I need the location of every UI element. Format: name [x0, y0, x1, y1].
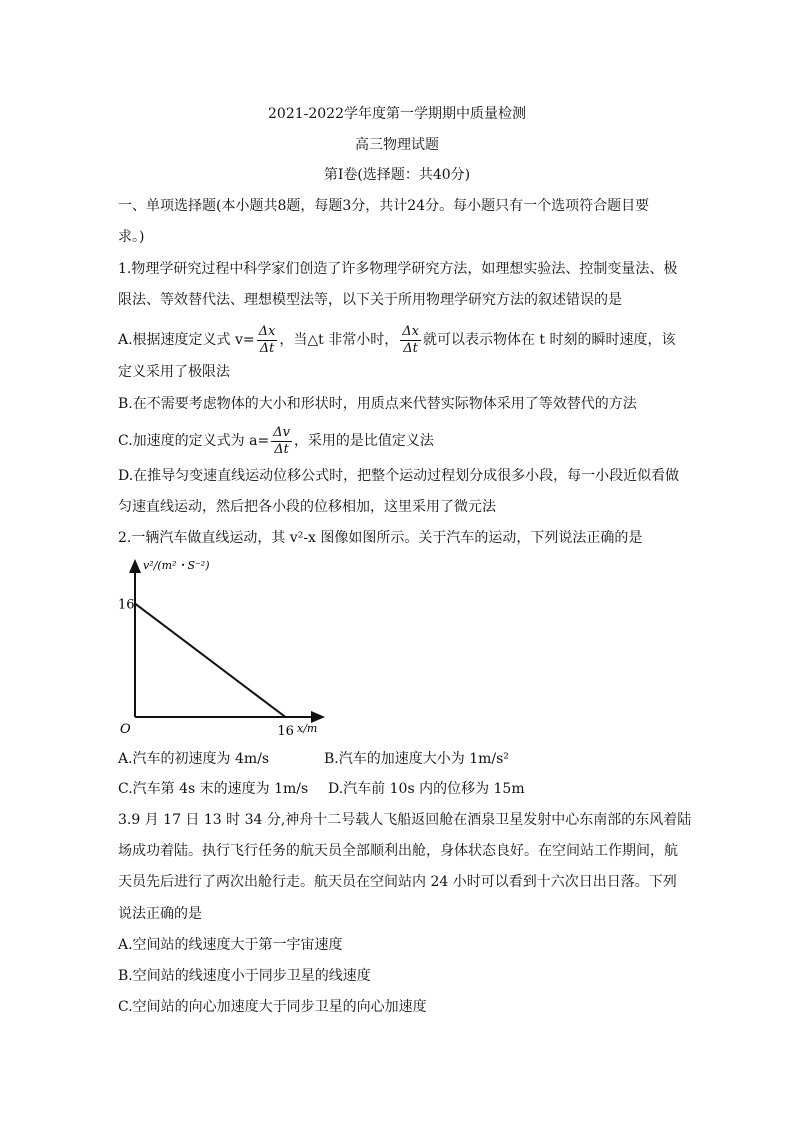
fraction-dx-dt: [257, 324, 278, 357]
q3-stem-line2: 场成功着陆。执行飞行任务的航天员全部顺利出舱，身体状态良好。在空间站工作期间，航: [118, 843, 678, 859]
q2-options-row1: [118, 749, 509, 769]
q3-stem-line4: 说法正确的是: [118, 906, 202, 922]
y-tick-label: 16: [118, 597, 135, 613]
q1-option-a-mid: ，当△t 非常小时，: [279, 332, 399, 348]
x-tick-label: 16: [277, 724, 294, 739]
q3-stem-line3: 天员先后进行了两次出舱行走。航天员在空间站内 24 小时可以看到十六次日出日落。下列: [118, 874, 677, 890]
v2-x-graph: [118, 555, 333, 740]
y-axis-label: v²/(m²・S⁻²): [143, 559, 210, 572]
section-instruction-line2: 求。): [118, 229, 145, 245]
exam-subtitle: 高三物理试题: [355, 137, 439, 153]
fraction-denominator: Δt: [274, 441, 289, 457]
q1-option-a-line2: 定义采用了极限法: [118, 364, 230, 380]
fraction-numerator: Δx: [402, 323, 419, 339]
fraction-denominator: Δt: [403, 340, 418, 356]
q2-stem: 2.一辆汽车做直线运动，其 v²-x 图像如图所示。关于汽车的运动，下列说法正确的是: [118, 530, 643, 546]
q1-option-a-post: 就可以表示物体在 t 时刻的瞬时速度，该: [422, 332, 676, 348]
q1-stem-line2: 限法、等效替代法、理想模型法等，以下关于所用物理学研究方法的叙述错误的是: [118, 292, 622, 308]
q1-option-d-line1: D.在推导匀变速直线运动位移公式时，把整个运动过程划分成很多小段，每一小段近似看做: [118, 468, 680, 484]
q1-option-c-pre: C.加速度的定义式为 a=: [118, 433, 270, 449]
fraction-denominator: Δt: [259, 340, 275, 356]
q1-option-c: [118, 421, 434, 461]
q2-option-a: A.汽车的初速度为 4m/s: [118, 751, 270, 767]
exam-title: 2021-2022学年度第一学期期中质量检测: [268, 106, 526, 122]
origin-label: O: [120, 722, 131, 737]
section-instruction-line1: 一、单项选择题(本小题共8题，每题3分，共计24分。每小题只有一个选项符合题目要: [118, 198, 650, 214]
q1-option-a: [118, 320, 676, 360]
fraction-dv-dt: [271, 425, 292, 458]
fraction-dx-dt-2: [400, 324, 421, 357]
q3-option-a: A.空间站的线速度大于第一宇宙速度: [118, 937, 343, 953]
fraction-numerator: Δv: [273, 424, 290, 440]
q1-option-b: B.在不需要考虑物体的大小和形状时，用质点来代替实际物体采用了等效替代的方法: [118, 396, 637, 412]
q3-stem-line1: 3.9 月 17 日 13 时 34 分,神舟十二号载人飞船返回舱在酒泉卫星发射中心东南部的东风着陆: [118, 812, 692, 828]
q2-options-row2: [118, 779, 525, 799]
q3-option-c: C.空间站的向心加速度大于同步卫星的向心加速度: [118, 999, 427, 1015]
q1-option-a-pre: A.根据速度定义式 v=: [118, 332, 255, 348]
q2-option-d: D.汽车前 10s 内的位移为 15m: [328, 781, 525, 797]
q2-option-c: C.汽车第 4s 末的速度为 1m/s: [118, 781, 309, 797]
fraction-numerator: Δx: [258, 323, 276, 339]
q1-option-d-line2: 匀速直线运动，然后把各小段的位移相加，这里采用了微元法: [118, 499, 496, 515]
q3-option-b: B.空间站的线速度小于同步卫星的线速度: [118, 968, 371, 984]
x-axis-label: x/m: [297, 722, 318, 735]
section-heading: 第Ⅰ卷(选择题：共40分): [323, 167, 471, 183]
q1-stem-line1: 1.物理学研究过程中科学家们创造了许多物理学研究方法，如理想实验法、控制变量法、极: [118, 261, 678, 277]
v2-x-series-line: [135, 604, 285, 717]
q1-option-c-post: ，采用的是比值定义法: [293, 433, 434, 449]
q2-option-b: B.汽车的加速度大小为 1m/s²: [324, 751, 509, 767]
